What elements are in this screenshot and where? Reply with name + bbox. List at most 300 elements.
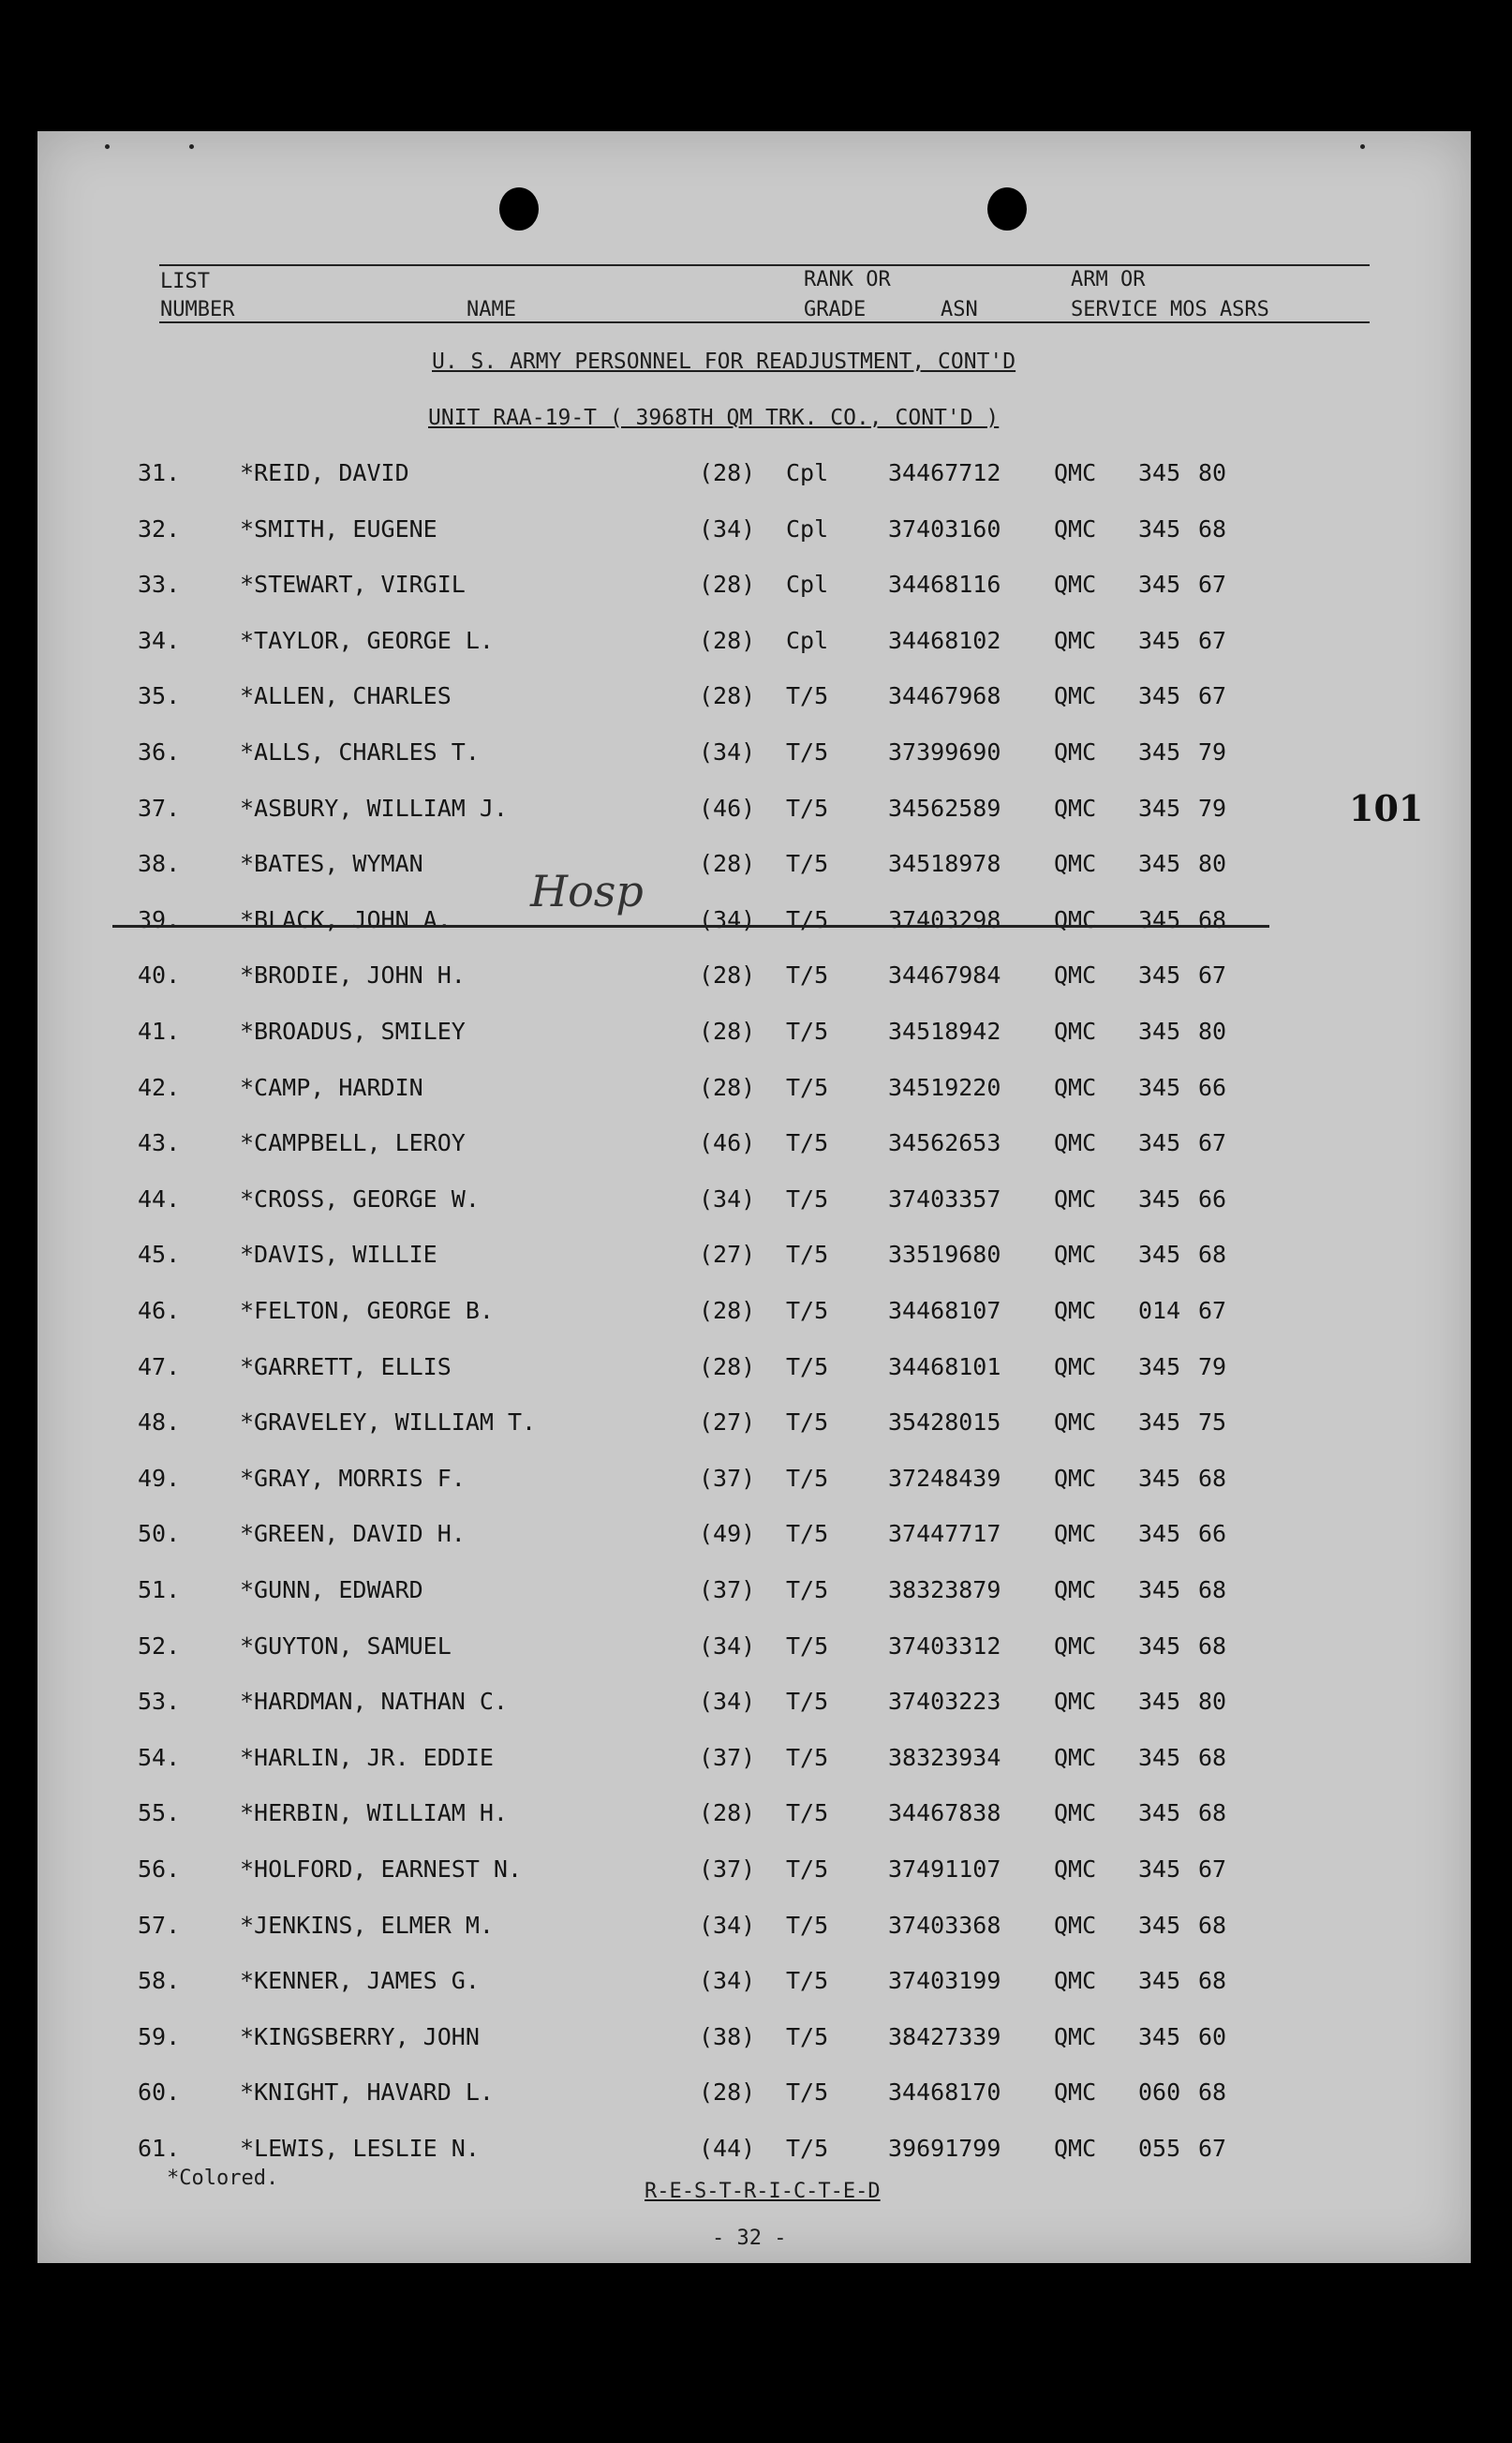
cell-arm: QMC	[1054, 2078, 1097, 2107]
cell-num: 48.	[138, 1408, 181, 1437]
cell-num: 39.	[138, 905, 181, 933]
cell-arm: QMC	[1054, 626, 1097, 654]
cell-mos: 345	[1138, 514, 1181, 543]
cell-grade: T/5	[786, 1297, 829, 1324]
cell-arm: QMC	[1054, 1408, 1097, 1437]
list-item	[0, 1465, 1512, 1502]
list-item	[0, 1688, 1512, 1725]
cell-age: (28)	[699, 961, 756, 990]
cell-asn: 34467984	[888, 961, 1001, 990]
cell-age: (34)	[699, 1184, 756, 1213]
cell-grade: Cpl	[786, 626, 829, 654]
list-item	[0, 1576, 1512, 1614]
cell-asrs: 68	[1198, 1576, 1227, 1603]
cell-mos: 345	[1138, 571, 1181, 599]
cell-name: *BROADUS, SMILEY	[240, 1018, 466, 1045]
cell-asn: 37403199	[888, 1967, 1001, 1995]
cell-arm: QMC	[1054, 2135, 1097, 2162]
speck	[189, 144, 194, 149]
cell-name: *REID, DAVID	[240, 459, 409, 486]
cell-age: (28)	[699, 682, 756, 710]
cell-asrs: 80	[1198, 1688, 1227, 1716]
cell-asrs: 68	[1198, 1631, 1227, 1660]
cell-mos: 014	[1138, 1297, 1181, 1324]
list-item	[0, 1520, 1512, 1557]
cell-asn: 39691799	[888, 2135, 1001, 2162]
speck	[1360, 144, 1365, 149]
cell-asrs: 79	[1198, 738, 1227, 766]
cell-asn: 37403160	[888, 514, 1001, 543]
list-item	[0, 627, 1512, 664]
cell-asn: 34468107	[888, 1297, 1001, 1324]
list-item	[0, 1018, 1512, 1055]
cell-age: (28)	[699, 459, 756, 486]
cell-num: 41.	[138, 1018, 181, 1045]
cell-age: (37)	[699, 1576, 756, 1603]
cell-arm: QMC	[1054, 571, 1097, 599]
cell-mos: 345	[1138, 738, 1181, 766]
list-item	[0, 1912, 1512, 1949]
cell-arm: QMC	[1054, 514, 1097, 543]
cell-mos: 345	[1138, 626, 1181, 654]
cell-asrs: 67	[1198, 1855, 1227, 1883]
cell-mos: 345	[1138, 850, 1181, 878]
list-item	[0, 1632, 1512, 1670]
cell-asrs: 67	[1198, 682, 1227, 710]
cell-grade: T/5	[786, 1967, 829, 1995]
cell-mos: 345	[1138, 459, 1181, 486]
strikethrough-line	[112, 925, 1269, 928]
cell-mos: 345	[1138, 1576, 1181, 1603]
cell-mos: 345	[1138, 1520, 1181, 1548]
cell-mos: 345	[1138, 1743, 1181, 1771]
list-item	[0, 682, 1512, 720]
cell-asrs: 68	[1198, 1967, 1227, 1995]
cell-num: 57.	[138, 1911, 181, 1939]
cell-mos: 345	[1138, 794, 1181, 822]
cell-asrs: 68	[1198, 514, 1227, 543]
cell-asrs: 67	[1198, 961, 1227, 990]
cell-grade: T/5	[786, 1018, 829, 1045]
cell-num: 51.	[138, 1576, 181, 1603]
cell-age: (28)	[699, 1297, 756, 1324]
cell-num: 33.	[138, 571, 181, 599]
cell-arm: QMC	[1054, 1688, 1097, 1716]
header-bottom-rule	[159, 321, 1370, 323]
cell-mos: 345	[1138, 1408, 1181, 1437]
list-item	[0, 906, 1512, 944]
cell-mos: 345	[1138, 682, 1181, 710]
cell-mos: 055	[1138, 2135, 1181, 2162]
cell-age: (44)	[699, 2135, 756, 2162]
cell-name: *BLACK, JOHN A.	[240, 905, 452, 933]
cell-name: *GUYTON, SAMUEL	[240, 1631, 452, 1660]
list-item	[0, 1241, 1512, 1278]
cell-arm: QMC	[1054, 1576, 1097, 1603]
footer-note: *Colored.	[167, 2167, 279, 2190]
cell-asn: 37403298	[888, 905, 1001, 933]
cell-asn: 38427339	[888, 2022, 1001, 2050]
cell-asrs: 68	[1198, 2078, 1227, 2107]
cell-name: *JENKINS, ELMER M.	[240, 1911, 494, 1939]
cell-age: (38)	[699, 2022, 756, 2050]
cell-grade: T/5	[786, 2022, 829, 2050]
cell-age: (28)	[699, 2078, 756, 2107]
cell-grade: T/5	[786, 1688, 829, 1716]
cell-asn: 35428015	[888, 1408, 1001, 1437]
cell-asn: 34467838	[888, 1799, 1001, 1827]
cell-name: *CAMPBELL, LEROY	[240, 1129, 466, 1157]
cell-grade: T/5	[786, 850, 829, 878]
cell-name: *SMITH, EUGENE	[240, 514, 437, 543]
cell-asn: 34518942	[888, 1018, 1001, 1045]
cell-age: (34)	[699, 1631, 756, 1660]
list-item	[0, 795, 1512, 832]
cell-asn: 38323879	[888, 1576, 1001, 1603]
cell-age: (37)	[699, 1464, 756, 1492]
cell-num: 31.	[138, 459, 181, 486]
cell-name: *GREEN, DAVID H.	[240, 1520, 466, 1548]
cell-name: *KINGSBERRY, JOHN	[240, 2022, 480, 2050]
cell-age: (37)	[699, 1855, 756, 1883]
cell-grade: Cpl	[786, 514, 829, 543]
cell-name: *HARDMAN, NATHAN C.	[240, 1688, 508, 1716]
cell-asrs: 68	[1198, 1799, 1227, 1827]
cell-grade: T/5	[786, 682, 829, 710]
cell-grade: Cpl	[786, 459, 829, 486]
cell-arm: QMC	[1054, 1631, 1097, 1660]
cell-age: (28)	[699, 850, 756, 878]
cell-grade: T/5	[786, 2078, 829, 2107]
cell-grade: T/5	[786, 1743, 829, 1771]
cell-age: (28)	[699, 1018, 756, 1045]
cell-arm: QMC	[1054, 1464, 1097, 1492]
cell-mos: 345	[1138, 1352, 1181, 1380]
cell-arm: QMC	[1054, 1241, 1097, 1269]
cell-asrs: 67	[1198, 2135, 1227, 2162]
cell-grade: T/5	[786, 905, 829, 933]
punch-hole-right	[987, 187, 1027, 231]
cell-num: 50.	[138, 1520, 181, 1548]
header-grade: GRADE	[804, 298, 867, 321]
list-item	[0, 2023, 1512, 2061]
cell-name: *BATES, WYMAN	[240, 850, 423, 878]
cell-name: *KNIGHT, HAVARD L.	[240, 2078, 494, 2107]
cell-num: 42.	[138, 1073, 181, 1101]
cell-asn: 33519680	[888, 1241, 1001, 1269]
cell-age: (27)	[699, 1241, 756, 1269]
cell-mos: 345	[1138, 1464, 1181, 1492]
cell-grade: T/5	[786, 1241, 829, 1269]
cell-asn: 37447717	[888, 1520, 1001, 1548]
list-item	[0, 1353, 1512, 1391]
cell-asrs: 67	[1198, 626, 1227, 654]
cell-num: 60.	[138, 2078, 181, 2107]
cell-num: 49.	[138, 1464, 181, 1492]
list-item	[0, 1297, 1512, 1334]
cell-arm: QMC	[1054, 1297, 1097, 1324]
cell-asn: 37248439	[888, 1464, 1001, 1492]
cell-num: 43.	[138, 1129, 181, 1157]
cell-arm: QMC	[1054, 1855, 1097, 1883]
cell-grade: T/5	[786, 794, 829, 822]
cell-grade: T/5	[786, 1129, 829, 1157]
cell-asrs: 67	[1198, 571, 1227, 599]
punch-hole-left	[499, 187, 539, 231]
cell-name: *GRAVELEY, WILLIAM T.	[240, 1408, 537, 1437]
cell-grade: T/5	[786, 1520, 829, 1548]
cell-asrs: 79	[1198, 1352, 1227, 1380]
cell-age: (46)	[699, 1129, 756, 1157]
footer-page-number: - 32 -	[712, 2227, 787, 2250]
list-item	[0, 1129, 1512, 1167]
cell-name: *GRAY, MORRIS F.	[240, 1464, 466, 1492]
cell-asn: 34468102	[888, 626, 1001, 654]
cell-age: (34)	[699, 514, 756, 543]
list-item	[0, 961, 1512, 999]
cell-arm: QMC	[1054, 1073, 1097, 1101]
cell-asn: 34468101	[888, 1352, 1001, 1380]
cell-num: 53.	[138, 1688, 181, 1716]
cell-arm: QMC	[1054, 1184, 1097, 1213]
cell-name: *TAYLOR, GEORGE L.	[240, 626, 494, 654]
cell-arm: QMC	[1054, 459, 1097, 486]
cell-asrs: 75	[1198, 1408, 1227, 1437]
cell-asrs: 68	[1198, 905, 1227, 933]
cell-asn: 37403357	[888, 1184, 1001, 1213]
cell-num: 45.	[138, 1241, 181, 1269]
cell-name: *BRODIE, JOHN H.	[240, 961, 466, 990]
cell-mos: 345	[1138, 1631, 1181, 1660]
cell-num: 59.	[138, 2022, 181, 2050]
cell-grade: T/5	[786, 1631, 829, 1660]
header-service-mos-asrs: SERVICE MOS ASRS	[1071, 298, 1269, 321]
cell-asn: 34468116	[888, 571, 1001, 599]
cell-name: *HERBIN, WILLIAM H.	[240, 1799, 508, 1827]
cell-grade: T/5	[786, 2135, 829, 2162]
cell-name: *CAMP, HARDIN	[240, 1073, 423, 1101]
cell-asrs: 68	[1198, 1743, 1227, 1771]
cell-age: (34)	[699, 1688, 756, 1716]
cell-arm: QMC	[1054, 1743, 1097, 1771]
list-item	[0, 850, 1512, 887]
cell-arm: QMC	[1054, 1018, 1097, 1045]
cell-age: (28)	[699, 626, 756, 654]
cell-num: 47.	[138, 1352, 181, 1380]
cell-asn: 34467968	[888, 682, 1001, 710]
cell-arm: QMC	[1054, 1799, 1097, 1827]
cell-arm: QMC	[1054, 1520, 1097, 1548]
cell-asrs: 67	[1198, 1297, 1227, 1324]
cell-mos: 345	[1138, 1241, 1181, 1269]
cell-mos: 345	[1138, 961, 1181, 990]
cell-grade: T/5	[786, 961, 829, 990]
cell-num: 58.	[138, 1967, 181, 1995]
speck	[105, 144, 110, 149]
cell-arm: QMC	[1054, 738, 1097, 766]
list-item	[0, 515, 1512, 553]
cell-asrs: 80	[1198, 459, 1227, 486]
cell-name: *HOLFORD, EARNEST N.	[240, 1855, 523, 1883]
cell-name: *GARRETT, ELLIS	[240, 1352, 452, 1380]
cell-num: 36.	[138, 738, 181, 766]
cell-asrs: 79	[1198, 794, 1227, 822]
cell-mos: 345	[1138, 905, 1181, 933]
cell-name: *ALLS, CHARLES T.	[240, 738, 480, 766]
cell-asrs: 67	[1198, 1129, 1227, 1157]
header-list-number-2: NUMBER	[160, 298, 235, 321]
cell-arm: QMC	[1054, 905, 1097, 933]
cell-asn: 34467712	[888, 459, 1001, 486]
cell-arm: QMC	[1054, 682, 1097, 710]
cell-grade: T/5	[786, 1911, 829, 1939]
header-name: NAME	[467, 298, 516, 321]
cell-num: 61.	[138, 2135, 181, 2162]
handwritten-annotation: Hosp	[530, 866, 644, 916]
cell-arm: QMC	[1054, 1967, 1097, 1995]
cell-age: (34)	[699, 1911, 756, 1939]
cell-asn: 38323934	[888, 1743, 1001, 1771]
cell-asrs: 80	[1198, 1018, 1227, 1045]
cell-age: (28)	[699, 1799, 756, 1827]
cell-grade: T/5	[786, 1855, 829, 1883]
list-item	[0, 2078, 1512, 2116]
cell-name: *ASBURY, WILLIAM J.	[240, 794, 508, 822]
cell-grade: T/5	[786, 1408, 829, 1437]
cell-asn: 34562653	[888, 1129, 1001, 1157]
cell-num: 40.	[138, 961, 181, 990]
cell-name: *GUNN, EDWARD	[240, 1576, 423, 1603]
header-rank: RANK OR	[804, 268, 891, 291]
cell-age: (34)	[699, 905, 756, 933]
cell-grade: Cpl	[786, 571, 829, 599]
cell-mos: 345	[1138, 2022, 1181, 2050]
cell-age: (37)	[699, 1743, 756, 1771]
cell-mos: 345	[1138, 1799, 1181, 1827]
cell-name: *KENNER, JAMES G.	[240, 1967, 480, 1995]
header-asn: ASN	[941, 298, 978, 321]
list-item	[0, 459, 1512, 497]
list-item	[0, 738, 1512, 776]
cell-arm: QMC	[1054, 1129, 1097, 1157]
cell-asn: 34519220	[888, 1073, 1001, 1101]
list-item	[0, 1744, 1512, 1781]
cell-num: 52.	[138, 1631, 181, 1660]
cell-grade: T/5	[786, 1464, 829, 1492]
cell-asrs: 80	[1198, 850, 1227, 878]
cell-grade: T/5	[786, 738, 829, 766]
cell-num: 34.	[138, 626, 181, 654]
cell-asn: 37399690	[888, 738, 1001, 766]
list-item	[0, 1185, 1512, 1223]
cell-arm: QMC	[1054, 1911, 1097, 1939]
cell-asn: 34562589	[888, 794, 1001, 822]
cell-num: 38.	[138, 850, 181, 878]
cell-num: 32.	[138, 514, 181, 543]
cell-mos: 345	[1138, 1911, 1181, 1939]
cell-mos: 345	[1138, 1688, 1181, 1716]
cell-asrs: 68	[1198, 1464, 1227, 1492]
cell-grade: T/5	[786, 1073, 829, 1101]
list-item	[0, 1967, 1512, 2004]
cell-mos: 345	[1138, 1855, 1181, 1883]
list-item	[0, 1799, 1512, 1837]
cell-age: (28)	[699, 1073, 756, 1101]
cell-mos: 345	[1138, 1073, 1181, 1101]
header-arm: ARM OR	[1071, 268, 1146, 291]
cell-num: 44.	[138, 1184, 181, 1213]
cell-age: (28)	[699, 1352, 756, 1380]
cell-name: *FELTON, GEORGE B.	[240, 1297, 494, 1324]
cell-asrs: 66	[1198, 1184, 1227, 1213]
footer-restricted: R-E-S-T-R-I-C-T-E-D	[645, 2180, 881, 2203]
cell-asrs: 68	[1198, 1911, 1227, 1939]
cell-name: *DAVIS, WILLIE	[240, 1241, 437, 1269]
cell-asn: 37403223	[888, 1688, 1001, 1716]
cell-age: (46)	[699, 794, 756, 822]
cell-mos: 345	[1138, 1018, 1181, 1045]
cell-arm: QMC	[1054, 794, 1097, 822]
cell-grade: T/5	[786, 1576, 829, 1603]
cell-asrs: 60	[1198, 2022, 1227, 2050]
cell-num: 37.	[138, 794, 181, 822]
cell-mos: 345	[1138, 1184, 1181, 1213]
cell-asrs: 66	[1198, 1520, 1227, 1548]
cell-age: (49)	[699, 1520, 756, 1548]
cell-asn: 37491107	[888, 1855, 1001, 1883]
cell-name: *STEWART, VIRGIL	[240, 571, 466, 599]
cell-asn: 34468170	[888, 2078, 1001, 2107]
list-item	[0, 1074, 1512, 1111]
cell-age: (34)	[699, 1967, 756, 1995]
cell-mos: 345	[1138, 1129, 1181, 1157]
cell-grade: T/5	[786, 1184, 829, 1213]
list-item	[0, 571, 1512, 608]
cell-num: 56.	[138, 1855, 181, 1883]
cell-age: (28)	[699, 571, 756, 599]
cell-age: (27)	[699, 1408, 756, 1437]
cell-grade: T/5	[786, 1799, 829, 1827]
cell-asrs: 68	[1198, 1241, 1227, 1269]
cell-name: *CROSS, GEORGE W.	[240, 1184, 480, 1213]
cell-num: 54.	[138, 1743, 181, 1771]
cell-age: (34)	[699, 738, 756, 766]
cell-asn: 37403368	[888, 1911, 1001, 1939]
cell-asn: 37403312	[888, 1631, 1001, 1660]
header-list-number-1: LIST	[160, 270, 210, 293]
header-top-rule	[159, 264, 1370, 266]
cell-name: *LEWIS, LESLIE N.	[240, 2135, 480, 2162]
cell-mos: 345	[1138, 1967, 1181, 1995]
cell-num: 35.	[138, 682, 181, 710]
cell-arm: QMC	[1054, 961, 1097, 990]
side-page-number: 101	[1349, 787, 1424, 829]
list-item	[0, 1855, 1512, 1893]
cell-arm: QMC	[1054, 2022, 1097, 2050]
section-title: U. S. ARMY PERSONNEL FOR READJUSTMENT, CONT'D	[432, 350, 1016, 374]
cell-mos: 060	[1138, 2078, 1181, 2107]
cell-asrs: 66	[1198, 1073, 1227, 1101]
cell-arm: QMC	[1054, 1352, 1097, 1380]
cell-name: *HARLIN, JR. EDDIE	[240, 1743, 494, 1771]
cell-name: *ALLEN, CHARLES	[240, 682, 452, 710]
unit-title: UNIT RAA-19-T ( 3968TH QM TRK. CO., CONT'D )	[428, 406, 1000, 430]
cell-num: 55.	[138, 1799, 181, 1827]
cell-asn: 34518978	[888, 850, 1001, 878]
cell-grade: T/5	[786, 1352, 829, 1380]
cell-num: 46.	[138, 1297, 181, 1324]
list-item	[0, 1408, 1512, 1446]
